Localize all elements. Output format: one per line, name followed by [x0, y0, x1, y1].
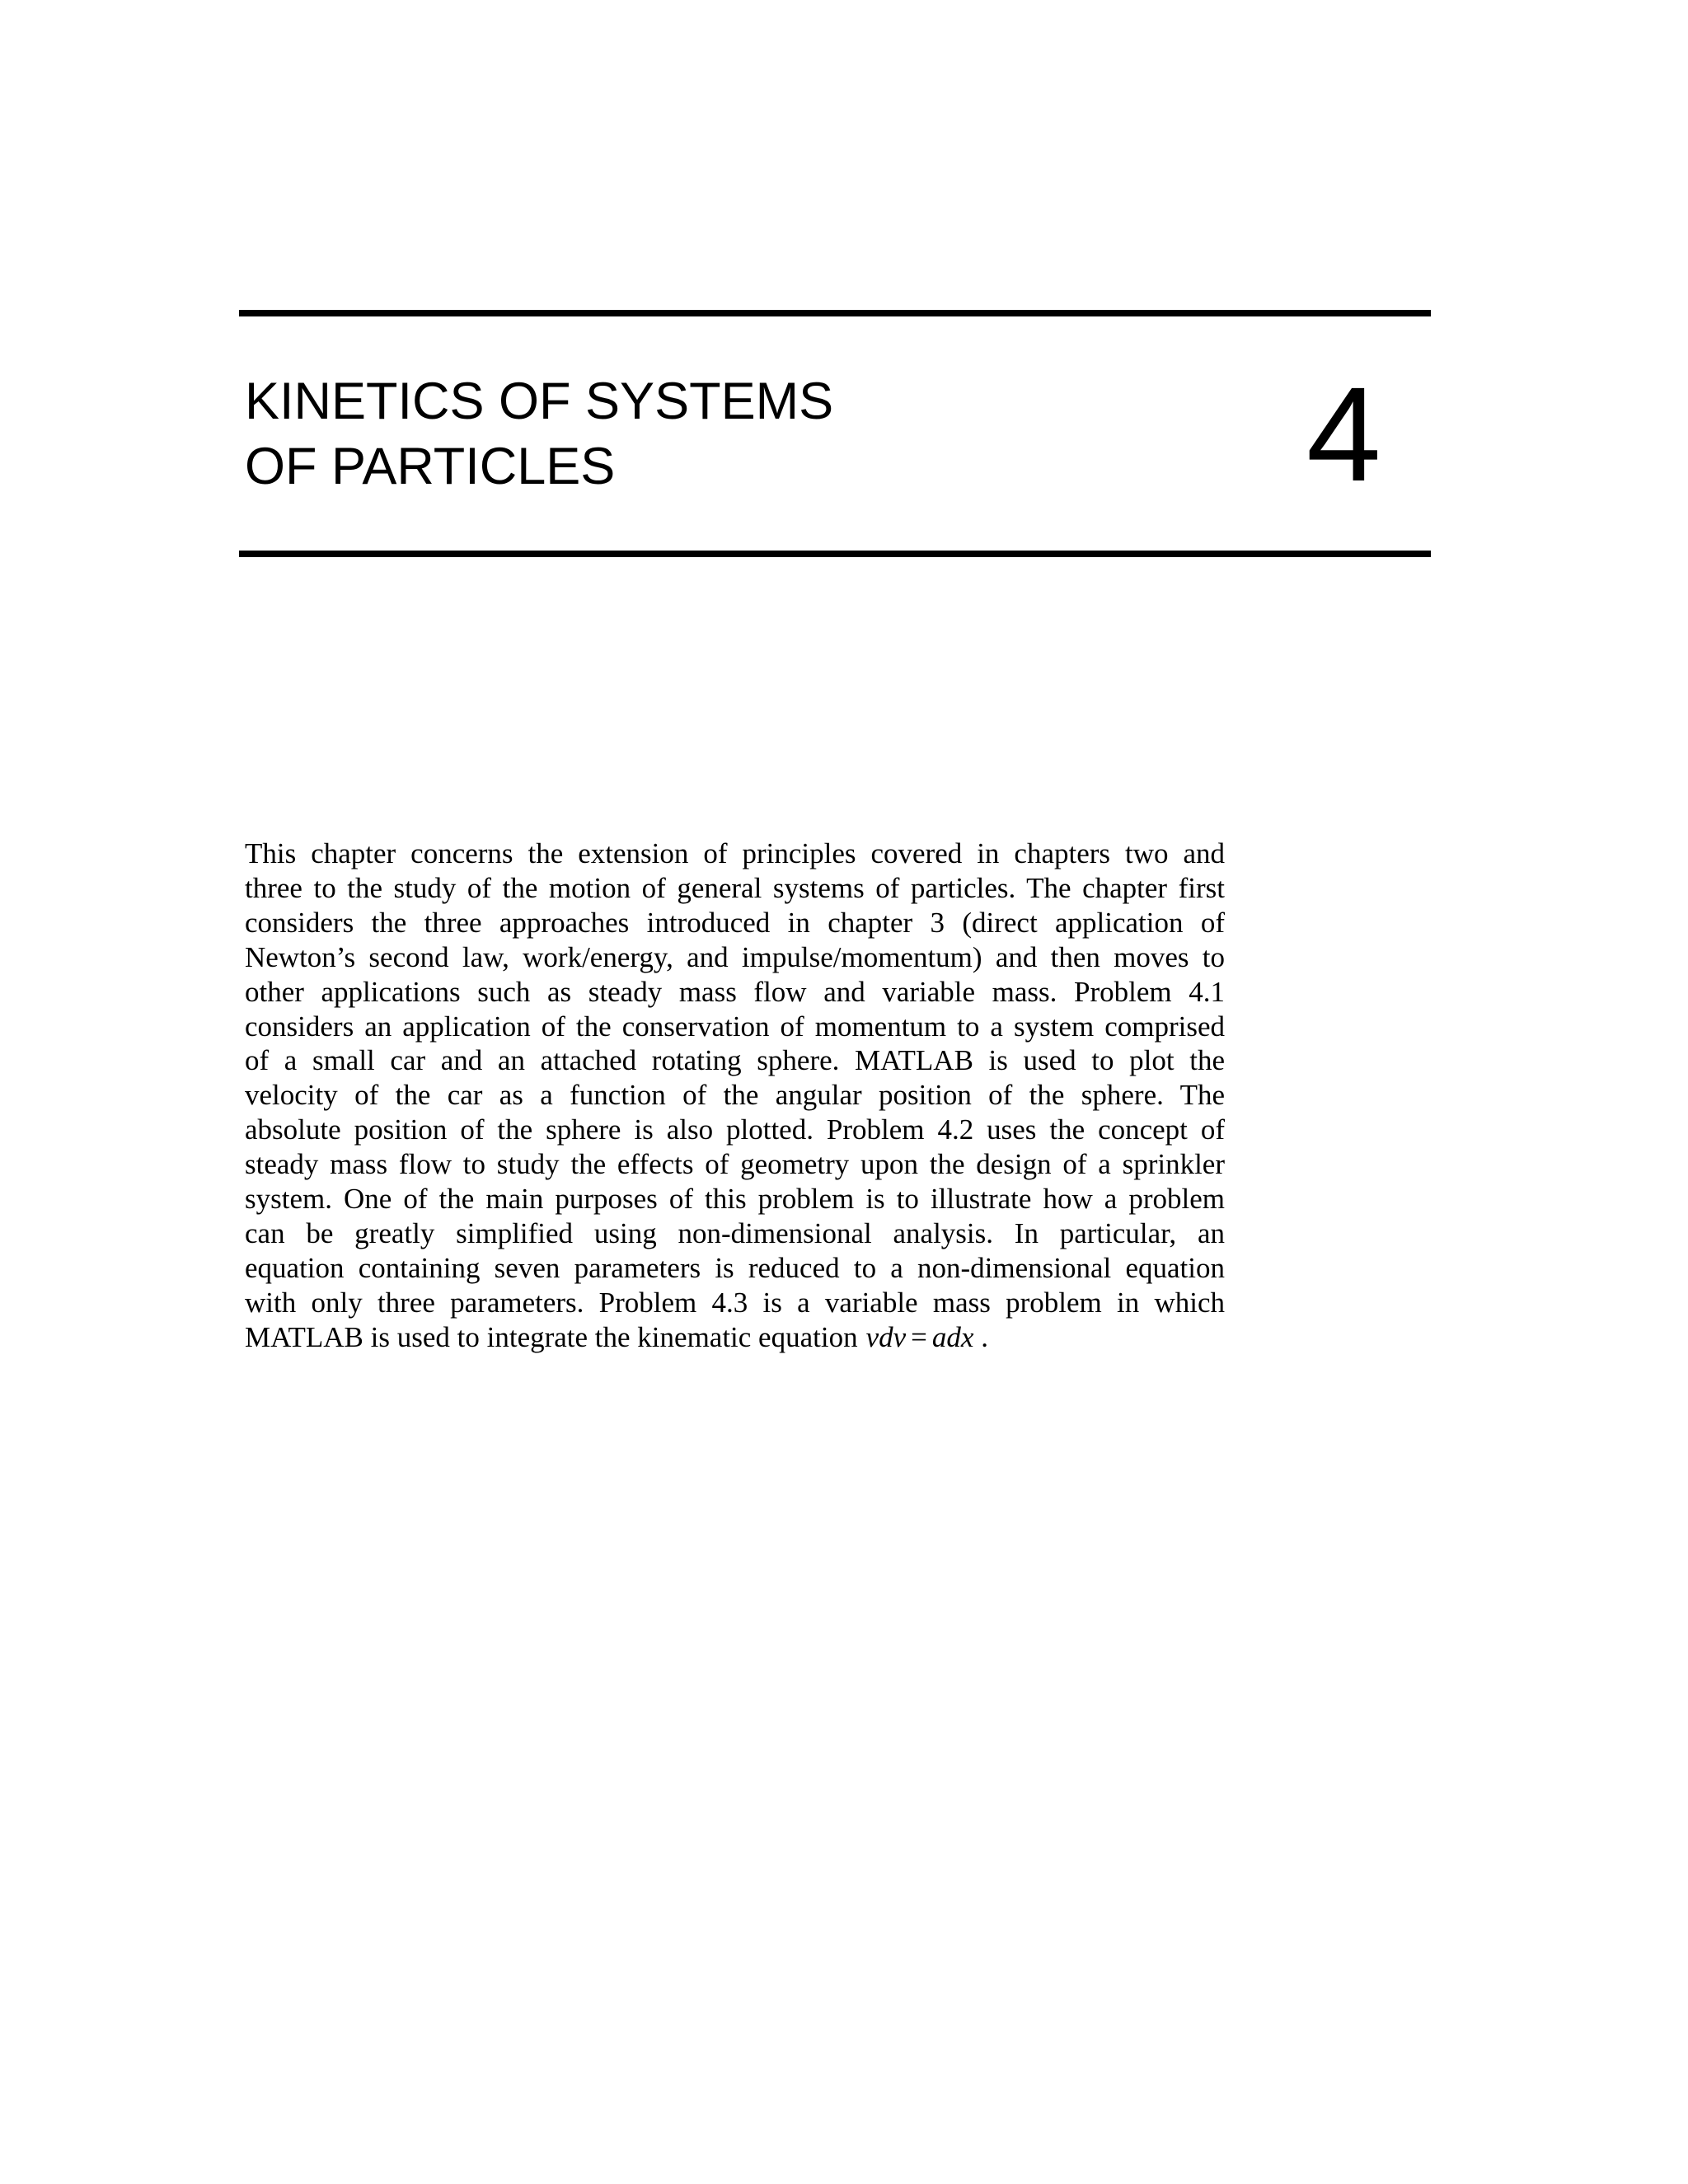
paragraph-line: considers an application of the conservation of momentum to a system comprised: [245, 1010, 1225, 1043]
chapter-title-line-1: KINETICS OF SYSTEMS: [245, 373, 834, 430]
paragraph-line: velocity of the car as a function of the angular position of the sphere. The: [245, 1079, 1225, 1112]
equation-equals: =: [911, 1320, 927, 1353]
paragraph-line: other applications such as steady mass flow and variable mass. Problem 4.1: [245, 975, 1225, 1008]
paragraph-line: equation containing seven parameters is reduced to a non-dimensional equation: [245, 1251, 1225, 1284]
paragraph-last-line: [245, 1320, 1225, 1355]
paragraph-line: steady mass flow to study the effects of geometry upon the design of a sprinkler: [245, 1148, 1225, 1181]
paragraph-line-text: MATLAB is used to integrate the kinematic equation: [245, 1320, 858, 1353]
equation-rhs: adx: [931, 1320, 974, 1353]
equation-lhs: vdv: [865, 1320, 907, 1353]
top-rule: [239, 310, 1431, 316]
paragraph-line: This chapter concerns the extension of principles covered in chapters two and: [245, 837, 1225, 869]
chapter-intro-paragraph: [245, 837, 1225, 1355]
chapter-title: [245, 369, 833, 499]
chapter-number: 4: [1306, 359, 1381, 509]
paragraph-line: of a small car and an attached rotating sphere. MATLAB is used to plot the: [245, 1044, 1225, 1077]
paragraph-line: three to the study of the motion of general systems of particles. The chapter first: [245, 871, 1225, 904]
paragraph-line: can be greatly simplified using non-dimensional analysis. In particular, an: [245, 1216, 1225, 1249]
paragraph-line: considers the three approaches introduced in chapter 3 (direct application of: [245, 906, 1225, 939]
kinematic-equation: [866, 1321, 974, 1353]
chapter-title-line-2: OF PARTICLES: [245, 438, 616, 495]
paragraph-line: system. One of the main purposes of this problem is to illustrate how a problem: [245, 1183, 1225, 1216]
paragraph-line: absolute position of the sphere is also plotted. Problem 4.2 uses the concept of: [245, 1113, 1225, 1146]
paragraph-line: Newton’s second law, work/energy, and impulse/momentum) and then moves to: [245, 940, 1225, 973]
bottom-rule: [239, 551, 1431, 557]
paragraph-line: with only three parameters. Problem 4.3 is a variable mass problem in which: [245, 1286, 1225, 1319]
equation-period: .: [981, 1320, 988, 1353]
